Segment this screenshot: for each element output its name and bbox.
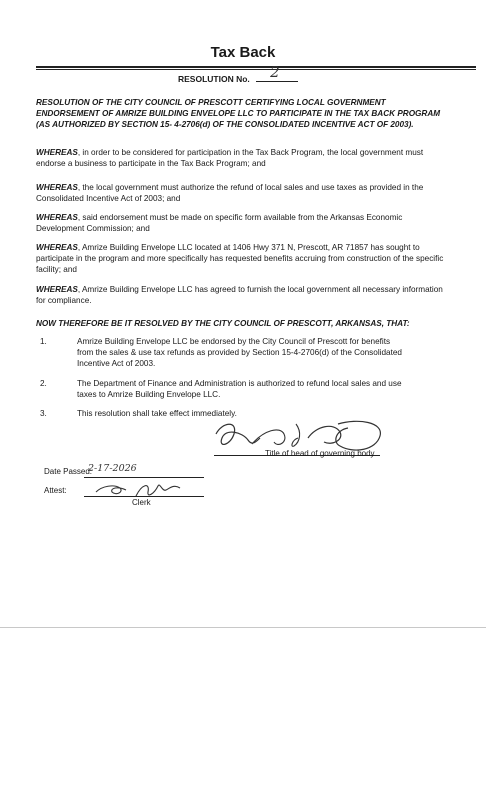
whereas-2 <box>36 182 446 204</box>
whereas-text: , in order to be considered for participation in the Tax Back Program, the local government must endorse a business to participate in the Tax Back Program; and <box>36 148 424 168</box>
item-number: 1. <box>40 337 47 346</box>
resolution-label: RESOLUTION No. <box>178 74 250 84</box>
whereas-1 <box>36 147 446 169</box>
whereas-text: , the local government must authorize the refund of local sales and use taxes as provided in the Consolidated Incentive Act of 2003; and <box>36 183 424 203</box>
whereas-lead: WHEREAS <box>36 183 78 192</box>
date-passed-value: 2-17-2026 <box>88 463 137 474</box>
document-title: Tax Back <box>210 44 276 61</box>
whereas-3 <box>36 212 446 234</box>
attest-label: Attest: <box>44 486 67 495</box>
resolution-heading: RESOLUTION OF THE CITY COUNCIL OF PRESCOTT CERTIFYING LOCAL GOVERNMENT ENDORSEMENT OF AMRIZE BUILDING ENVELOPE LLC TO PARTICIPATE IN THE TAX BACK PROGRAM (AS AUTHORIZED BY SECTION 15- 4-2706(d) OF THE CONSOLIDATED INCENTIVE ACT OF 2003). <box>36 98 441 129</box>
item-text: The Department of Finance and Administration is authorized to refund local sales and use taxes to Amrize Building Envelope LLC. <box>77 379 402 399</box>
page-bottom-edge <box>0 627 486 628</box>
item-text: Amrize Building Envelope LLC be endorsed by the City Council of Prescott for benefits from the sales & use tax refunds as provided by Section 15-4-2706(d) of the Consolidated Incentive Act of 2003. <box>77 337 402 368</box>
whereas-text: , Amrize Building Envelope LLC has agreed to furnish the local government all necessary information for compliance. <box>36 285 443 305</box>
whereas-lead: WHEREAS <box>36 213 78 222</box>
whereas-lead: WHEREAS <box>36 243 78 252</box>
whereas-4 <box>36 242 446 275</box>
item-text: This resolution shall take effect immediately. <box>77 409 237 418</box>
whereas-lead: WHEREAS <box>36 148 78 157</box>
whereas-text: , Amrize Building Envelope LLC located at 1406 Hwy 371 N, Prescott, AR 71857 has sought to participate in the program and more specifically has requested benefits accruing from construction of the specific facility; and <box>36 243 444 274</box>
title-rule <box>36 66 476 70</box>
resolution-number-blank <box>256 63 298 82</box>
clerk-signature-image <box>92 478 184 500</box>
signature-title-label: Title of head of governing body <box>265 449 375 458</box>
item-number: 2. <box>40 379 47 388</box>
date-passed-label: Date Passed: <box>44 467 93 476</box>
whereas-text: , said endorsement must be made on specific form available from the Arkansas Economic Development Commission; and <box>36 213 403 233</box>
whereas-lead: WHEREAS <box>36 285 78 294</box>
whereas-5 <box>36 284 446 306</box>
resolution-number: 2 <box>270 63 280 81</box>
resolution-number-line <box>178 63 298 84</box>
item-number: 3. <box>40 409 47 418</box>
clerk-label: Clerk <box>132 498 151 507</box>
resolved-clause: NOW THEREFORE BE IT RESOLVED BY THE CITY COUNCIL OF PRESCOTT, ARKANSAS, THAT: <box>36 319 410 328</box>
